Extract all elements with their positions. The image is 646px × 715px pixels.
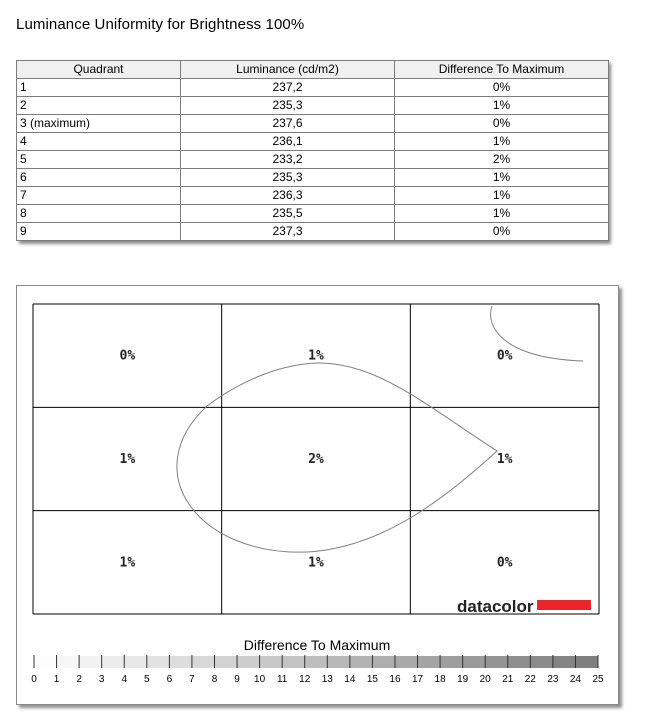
scale-tick-label: 1 — [53, 674, 60, 685]
difference-cell: 0% — [395, 79, 609, 97]
scale-swatch — [575, 656, 598, 668]
scale-swatch — [282, 656, 305, 668]
scale-tick-label: 22 — [524, 674, 536, 685]
luminance-cell: 235,3 — [181, 97, 395, 115]
quadrant-cell: 2 — [17, 97, 181, 115]
scale-swatch — [147, 656, 170, 668]
heatmap-cell-label: 0% — [119, 348, 136, 364]
heatmap-cell-label: 1% — [119, 555, 136, 571]
quadrant-cell: 5 — [17, 151, 181, 169]
scale-tick-label: 5 — [144, 674, 150, 685]
table-row — [17, 97, 609, 115]
table-header-row — [17, 61, 609, 79]
luminance-table-container — [16, 60, 608, 241]
scale-tick-label: 20 — [479, 674, 491, 685]
difference-cell: 0% — [395, 115, 609, 133]
scale-tick-label: 6 — [166, 674, 173, 685]
scale-tick-label: 23 — [547, 674, 559, 685]
scale-swatch — [34, 656, 57, 668]
scale-swatch — [214, 656, 237, 668]
table-header-cell: Quadrant — [17, 61, 181, 79]
table-row — [17, 115, 609, 133]
table-row — [17, 79, 609, 97]
scale-tick-label: 0 — [31, 674, 37, 685]
scale-tick-label: 15 — [366, 674, 378, 685]
heatmap-cell-label: 1% — [119, 452, 136, 467]
scale-swatch — [260, 656, 283, 668]
scale-tick-label: 13 — [321, 674, 333, 685]
scale-tick-label: 16 — [389, 674, 401, 685]
table-row — [17, 223, 609, 241]
table-header-cell: Luminance (cd/m2) — [181, 61, 395, 79]
scale-swatch — [530, 656, 553, 668]
logo-text: datacolor — [457, 597, 534, 616]
scale-swatch — [350, 656, 373, 668]
luminance-cell: 235,5 — [181, 205, 395, 223]
quadrant-cell: 3 (maximum) — [17, 115, 181, 133]
scale-tick-label: 7 — [189, 674, 195, 685]
uniformity-chart — [16, 285, 619, 705]
difference-cell: 2% — [395, 151, 609, 169]
difference-cell: 1% — [395, 187, 609, 205]
quadrant-cell: 4 — [17, 133, 181, 151]
scale-label: Difference To Maximum — [243, 637, 391, 653]
scale-tick-label: 9 — [234, 674, 240, 685]
heatmap-cell-label: 1% — [496, 452, 513, 467]
page-title: Luminance Uniformity for Brightness 100% — [16, 16, 305, 33]
difference-cell: 1% — [395, 97, 609, 115]
luminance-cell: 236,3 — [181, 187, 395, 205]
scale-swatch — [485, 656, 508, 668]
table-row — [17, 151, 609, 169]
difference-cell: 1% — [395, 133, 609, 151]
difference-cell: 0% — [395, 223, 609, 241]
heatmap-cell-label: 0% — [496, 555, 513, 571]
scale-swatch — [305, 656, 328, 668]
scale-tick-label: 18 — [434, 674, 446, 685]
scale-tick-label: 14 — [344, 674, 356, 685]
scale-swatch — [508, 656, 531, 668]
difference-cell: 1% — [395, 205, 609, 223]
scale-swatch — [463, 656, 486, 668]
scale-tick-label: 3 — [98, 674, 105, 685]
heatmap-cell-label: 1% — [308, 348, 324, 364]
scale-tick-label: 4 — [121, 674, 128, 685]
scale-swatch — [372, 656, 395, 668]
scale-swatch — [169, 656, 192, 668]
luminance-cell: 233,2 — [181, 151, 395, 169]
luminance-cell: 237,6 — [181, 115, 395, 133]
table-header-cell: Difference To Maximum — [395, 61, 609, 79]
quadrant-cell: 6 — [17, 169, 181, 187]
scale-swatch — [79, 656, 102, 668]
logo-red-bar — [537, 600, 591, 610]
scale-swatch — [192, 656, 215, 668]
scale-swatch — [124, 656, 147, 668]
scale-tick-label: 17 — [411, 674, 424, 685]
uniformity-chart-svg — [17, 286, 618, 704]
heatmap-cell-label: 2% — [308, 452, 324, 467]
difference-cell: 1% — [395, 169, 609, 187]
scale-tick-label: 21 — [502, 674, 514, 685]
luminance-table — [16, 60, 609, 241]
scale-swatch — [418, 656, 441, 668]
heatmap-cell-label: 1% — [308, 555, 324, 571]
heatmap-cell-label: 0% — [496, 348, 513, 364]
scale-tick-label: 19 — [457, 674, 469, 685]
scale-tick-label: 10 — [254, 674, 266, 685]
quadrant-cell: 8 — [17, 205, 181, 223]
luminance-cell: 237,2 — [181, 79, 395, 97]
scale-tick-label: 11 — [276, 674, 288, 685]
quadrant-cell: 7 — [17, 187, 181, 205]
luminance-cell: 235,3 — [181, 169, 395, 187]
scale-swatch — [237, 656, 260, 668]
table-row — [17, 133, 609, 151]
scale-tick-label: 25 — [592, 674, 604, 685]
scale-swatch — [327, 656, 350, 668]
scale-tick-label: 12 — [299, 674, 311, 685]
quadrant-cell: 1 — [17, 79, 181, 97]
scale-swatch — [102, 656, 125, 668]
scale-tick-label: 24 — [569, 674, 582, 685]
table-row — [17, 169, 609, 187]
scale-swatch — [395, 656, 418, 668]
luminance-cell: 237,3 — [181, 223, 395, 241]
quadrant-cell: 9 — [17, 223, 181, 241]
scale-swatch — [553, 656, 576, 668]
luminance-cell: 236,1 — [181, 133, 395, 151]
scale-tick-label: 8 — [211, 674, 218, 685]
scale-swatch — [440, 656, 463, 668]
table-row — [17, 205, 609, 223]
scale-swatch — [57, 656, 80, 668]
scale-tick-label: 2 — [76, 674, 82, 685]
table-row — [17, 187, 609, 205]
